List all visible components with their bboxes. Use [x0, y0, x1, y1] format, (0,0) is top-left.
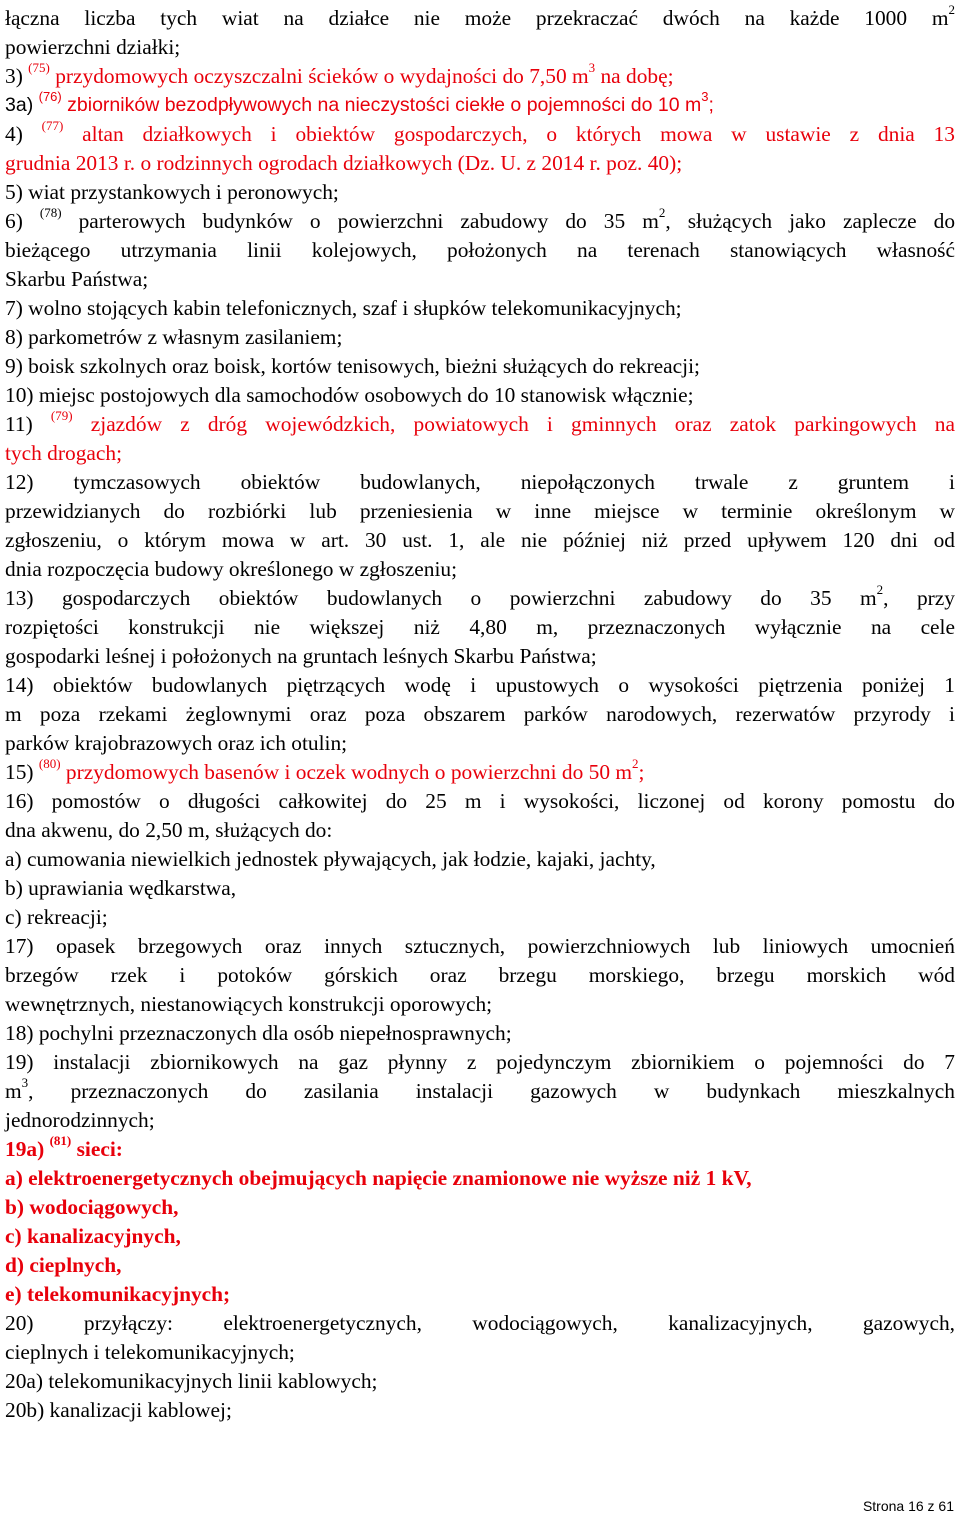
text-line: łączna liczba tych wiat na działce nie może przekraczać dwóch na każde 1000 $m^2$	[5, 1, 955, 30]
footnote-ref: (75)	[28, 59, 50, 75]
text-line: rozpiętości konstrukcji nie większej niż 4,80 m, przeznaczonych wyłącznie na cele	[5, 615, 955, 639]
list-item: 15) $^{(80)}$ przydomowych basenów i oczek wodnych o powierzchni do 50 $m^2$;	[5, 755, 645, 784]
footnote-ref: (79)	[50, 407, 73, 423]
text-line: brzegów rzek i potoków górskich oraz brzegu morskiego, brzegu morskich wód	[5, 963, 955, 987]
list-item: d) cieplnych,	[5, 1253, 122, 1277]
text-line: wewnętrznych, niestanowiących konstrukcji oporowych;	[5, 992, 493, 1016]
list-item: a) elektroenergetycznych obejmujących napięcie znamionowe nie wyższe niż 1 kV,	[5, 1166, 752, 1190]
list-item: e) telekomunikacyjnych;	[5, 1282, 231, 1306]
list-item: 20b) kanalizacji kablowej;	[5, 1398, 232, 1422]
text-line: $m^3$, przeznaczonych do zasilania instalacji gazowych w budynkach mieszkalnych	[5, 1074, 955, 1103]
text-line: parków krajobrazowych oraz ich otulin;	[5, 731, 348, 755]
list-item: 16) pomostów o długości całkowitej do 25 m i wysokości, liczonej od korony pomostu do	[5, 789, 955, 813]
footnote-ref: (78)	[39, 204, 62, 220]
list-item: 3a) $^{(76)}$ zbiorników bezodpływowych na nieczystości ciekłe o pojemności do 10 $m^3$;	[5, 88, 714, 116]
text-line: zgłoszeniu, o którym mowa w art. 30 ust. 1, ale nie później niż przed upływem 120 dni od	[5, 528, 955, 552]
text-line: Skarbu Państwa;	[5, 267, 149, 291]
list-item: b) wodociągowych,	[5, 1195, 179, 1219]
list-item: 17) opasek brzegowych oraz innych sztucznych, powierzchniowych lub liniowych umocnień	[5, 934, 955, 958]
text-line: gospodarki leśnej i położonych na gruntach leśnych Skarbu Państwa;	[5, 644, 597, 668]
footnote-ref: (81)	[49, 1132, 72, 1148]
text-line: cieplnych i telekomunikacyjnych;	[5, 1340, 295, 1364]
list-item: 6) $^{(78)}$ parterowych budynków o powierzchni zabudowy do 35 $m^2$, służących jako zaplecze do	[5, 204, 956, 233]
list-item: 9) boisk szkolnych oraz boisk, kortów tenisowych, bieżni służących do rekreacji;	[5, 354, 700, 378]
list-item: 7) wolno stojących kabin telefonicznych, szaf i słupków telekomunikacyjnych;	[5, 296, 682, 320]
list-item: 20) przyłączy: elektroenergetycznych, wodociągowych, kanalizacyjnych, gazowych,	[5, 1311, 955, 1335]
list-item: 8) parkometrów z własnym zasilaniem;	[5, 325, 343, 349]
list-item: 19) instalacji zbiornikowych na gaz płynny z pojedynczym zbiornikiem o pojemności do 7	[5, 1050, 955, 1074]
footnote-ref: (76)	[38, 88, 62, 104]
text-line: powierzchni działki;	[5, 35, 181, 59]
list-item: 11) $^{(79)}$ zjazdów z dróg wojewódzkich, powiatowych i gminnych oraz zatok parkingowych na	[5, 407, 955, 436]
list-item: 13) gospodarczych obiektów budowlanych o powierzchni zabudowy do 35 $m^2$, przy	[5, 581, 955, 610]
list-item: b) uprawiania wędkarstwa,	[5, 876, 237, 900]
list-item: 10) miejsc postojowych dla samochodów osobowych do 10 stanowisk włącznie;	[5, 383, 694, 407]
list-item: c) kanalizacyjnych,	[5, 1224, 181, 1248]
footnote-ref: (77)	[41, 117, 64, 133]
text-line: grudnia 2013 r. o rodzinnych ogrodach działkowych (Dz. U. z 2014 r. poz. 40);	[5, 151, 683, 175]
list-item: 19a) $^{(81)}$ sieci:	[5, 1132, 123, 1161]
list-item: 18) pochylni przeznaczonych dla osób niepełnosprawnych;	[5, 1021, 512, 1045]
text-line: dna akwenu, do 2,50 m, służących do:	[5, 818, 333, 842]
list-item: 5) wiat przystankowych i peronowych;	[5, 180, 339, 204]
list-item: 4) $^{(77)}$ altan działkowych i obiektów gospodarczych, o których mowa w ustawie z dnia 13	[5, 117, 955, 146]
list-item: 12) tymczasowych obiektów budowlanych, niepołączonych trwale z gruntem i	[5, 470, 955, 494]
footnote-ref: (80)	[38, 755, 61, 771]
text-line: dnia rozpoczęcia budowy określonego w zgłoszeniu;	[5, 557, 458, 581]
list-item: c) rekreacji;	[5, 905, 108, 929]
list-item: 14) obiektów budowlanych piętrzących wodę i upustowych o wysokości piętrzenia poniżej 1	[5, 673, 955, 697]
superscript: 2	[948, 1, 955, 17]
text-line: m poza rzekami żeglownymi oraz poza obszarem parków narodowych, rezerwatów przyrody i	[5, 702, 955, 726]
text-line: przewidzianych do rozbiórki lub przeniesienia w inne miejsce w terminie określonym w	[5, 499, 955, 523]
page-number: Strona 16 z 61	[862, 1498, 954, 1514]
text-line: jednorodzinnych;	[5, 1108, 155, 1132]
list-item: 3) $^{(75)}$ przydomowych oczyszczalni ścieków o wydajności do 7,50 $m^3$ na dobę;	[5, 59, 674, 88]
list-item: a) cumowania niewielkich jednostek pływających, jak łodzie, kajaki, jachty,	[5, 847, 656, 871]
text-line: bieżącego utrzymania linii kolejowych, położonych na terenach stanowiących własność	[5, 238, 955, 262]
text-line: tych drogach;	[5, 441, 123, 465]
list-item: 20a) telekomunikacyjnych linii kablowych;	[5, 1369, 378, 1393]
